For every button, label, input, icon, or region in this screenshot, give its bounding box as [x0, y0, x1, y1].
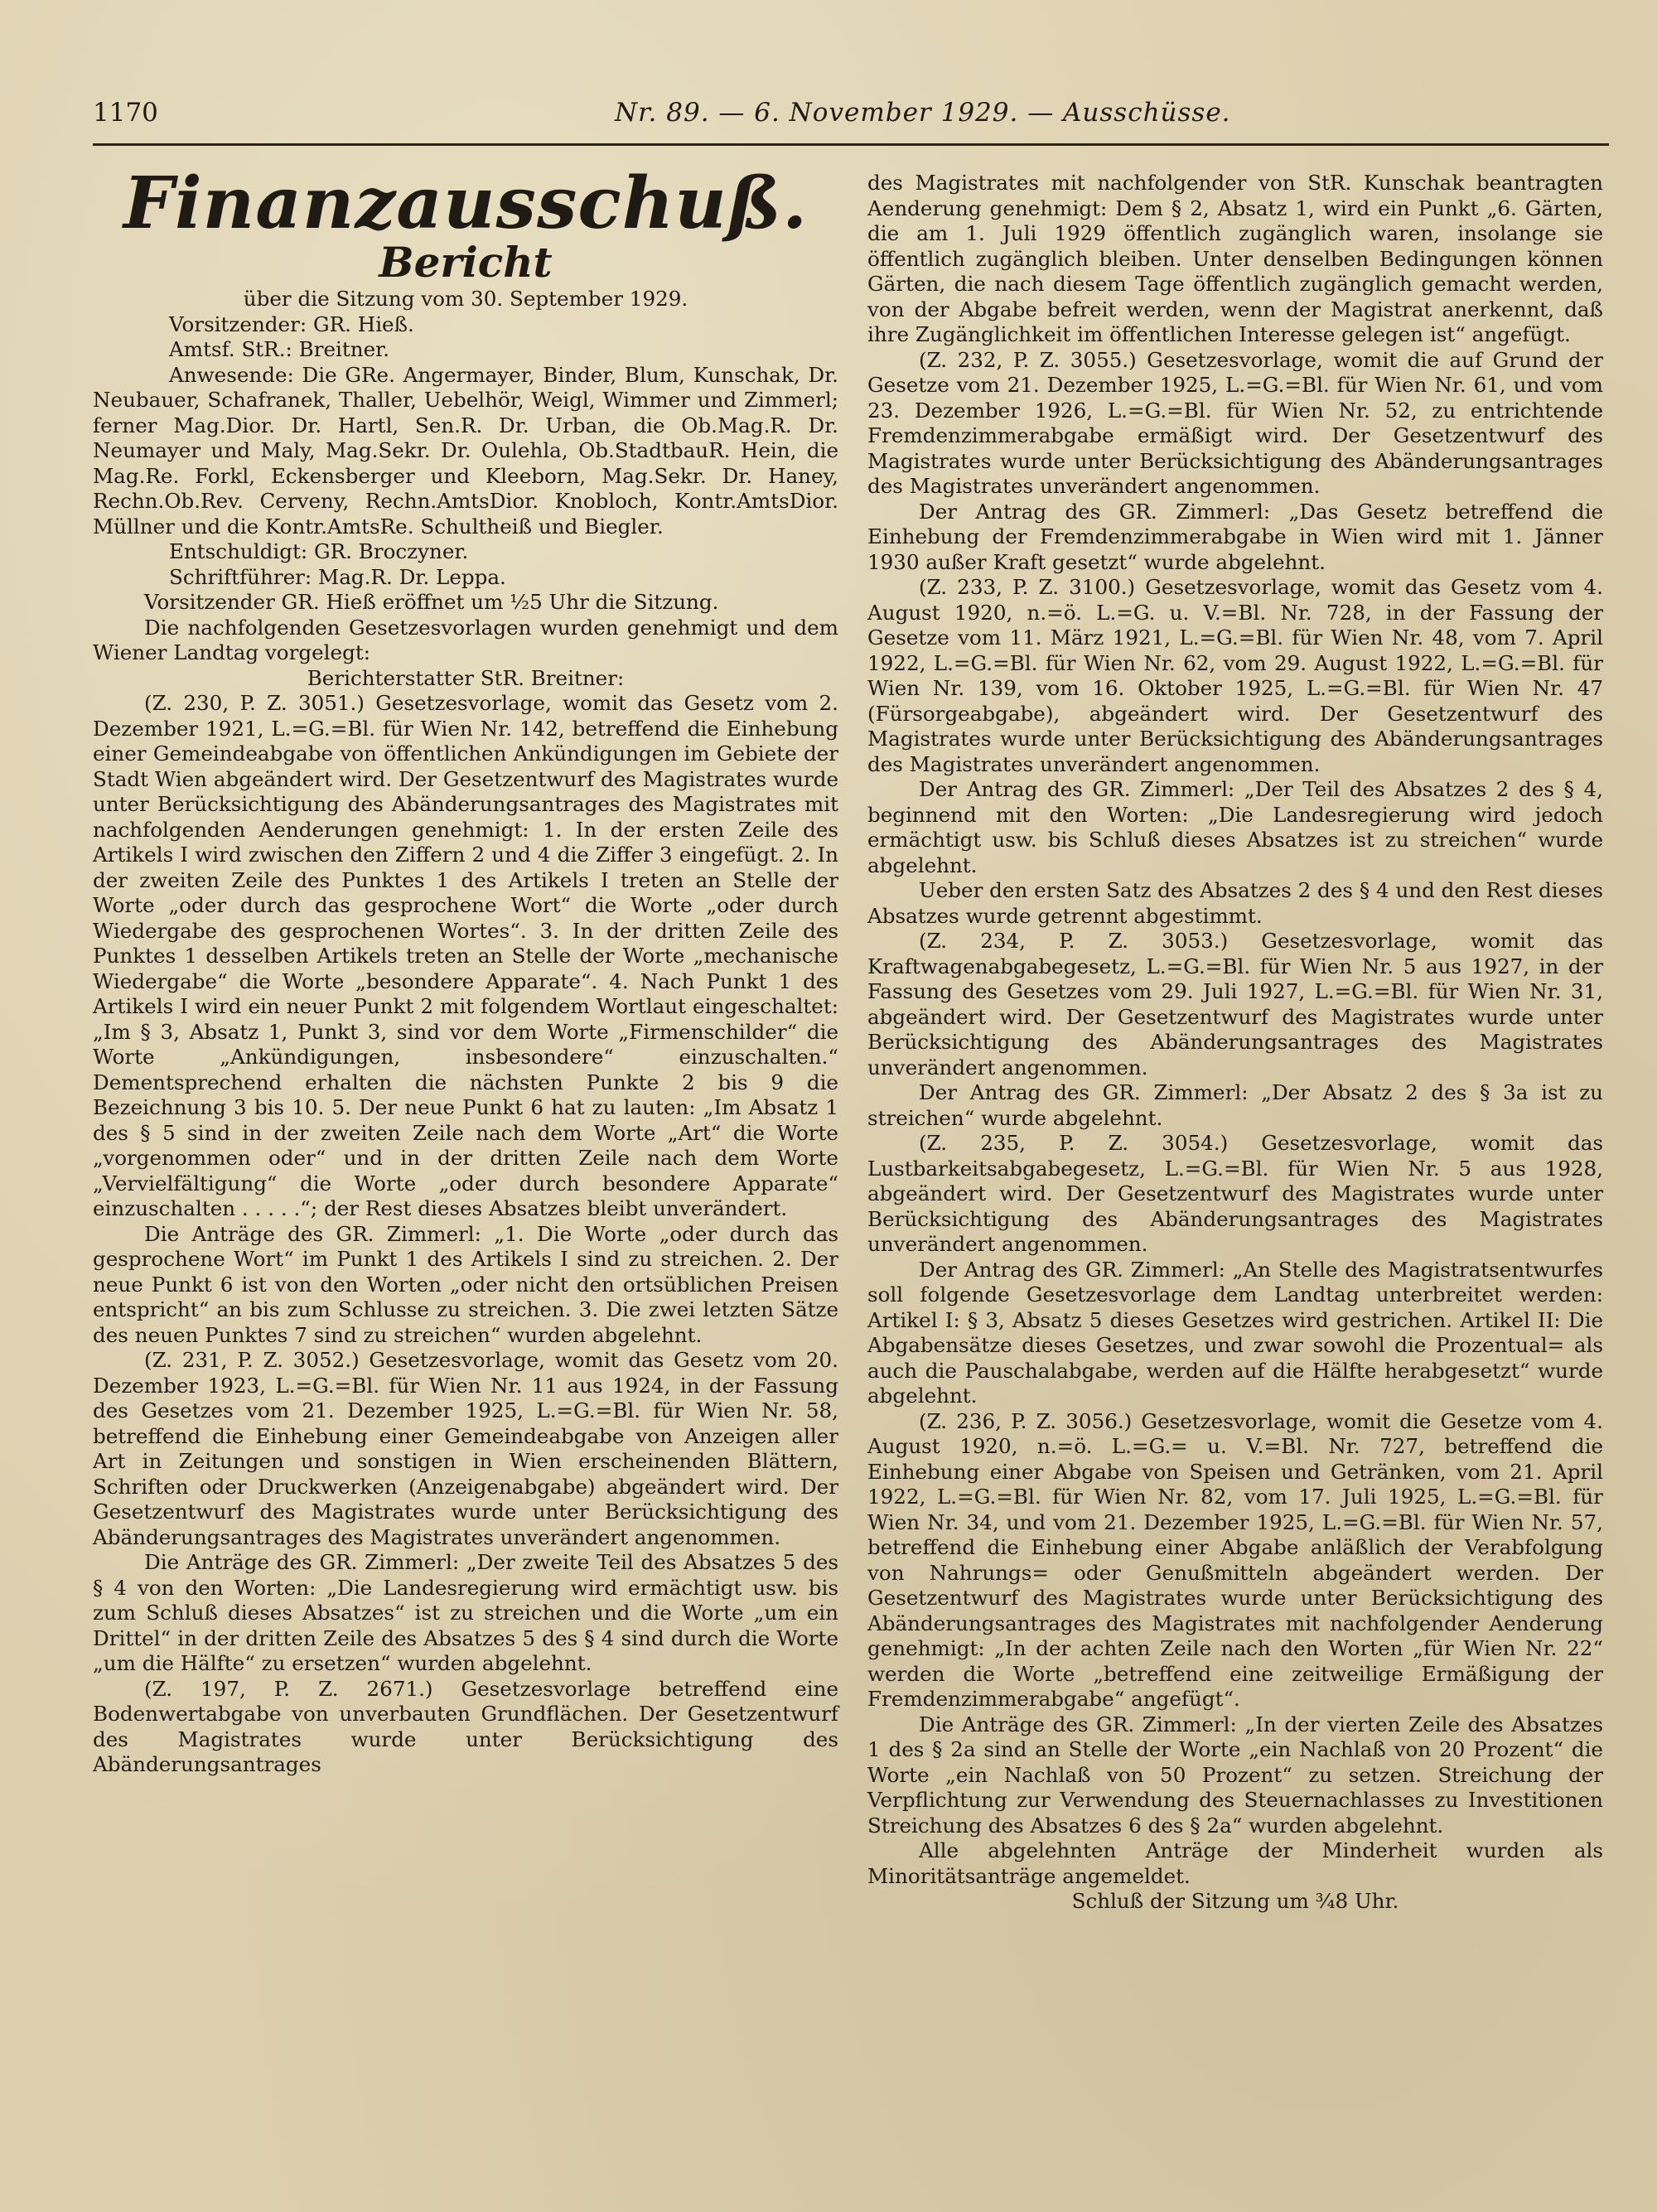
article-subtitle: Bericht	[379, 238, 553, 287]
excused-line: Entschuldigt: GR. Broczyner.	[169, 539, 469, 563]
minority-note: Alle abgelehnten Anträge der Minderheit wurden als Minoritätsanträge angemeldet.	[867, 1838, 1603, 1888]
page-header	[93, 93, 1607, 142]
item-197-continued: des Magistrates mit nachfolgender von StR. Kunschak beantragten Aenderung genehmigt: Dem § 2, Absatz 1, wird ein Punkt „6. Gärten, die am 1. Juli 1929 öffentlich zugänglich waren, insolange sie öffentlich zugänglich bleiben. Unter denselben Bedingungen können Gärten, die nach diesem Tage öffentlich zugänglich gemacht werden, von der Abgabe befreit werden, wenn der Magistrat anerkennt, daß ihre Zugänglichkeit im öffentlichen Interesse gelegen ist“ angefügt.	[867, 171, 1603, 346]
article-title: Finanzausschuß.	[123, 162, 809, 245]
closing-line: Schluß der Sitzung um ¾8 Uhr.	[1071, 1889, 1399, 1913]
item-231-motions: Die Anträge des GR. Zimmerl: „Der zweite Teil des Absatzes 5 des § 4 von den Worten: „Die Landesregierung wird ermächtigt usw. bis zum Schluß dieses Absatzes“ ist zu streichen und die Worte „um ein Drittel“ in der dritten Zeile des Absatzes 5 des § 4 sind durch die Worte „um die Hälfte“ zu ersetzen“ wurden abgelehnt.	[93, 1550, 838, 1675]
item-236-motions: Die Anträge des GR. Zimmerl: „In der vierten Zeile des Absatzes 1 des § 2a sind an Stelle der Worte „ein Nachlaß von 20 Prozent“ die Worte „ein Nachlaß von 50 Prozent“ zu setzen. Streichung der Verpflichtung zur Verwendung des Steuernachlasses zu Investitionen Streichung des Absatzes 6 des § 2a“ wurden abgelehnt.	[867, 1712, 1603, 1838]
opening-paragraph: Vorsitzender GR. Hieß eröffnet um ½5 Uhr die Sitzung.	[144, 590, 719, 614]
item-233-vote: Ueber den ersten Satz des Absatzes 2 des § 4 und den Rest dieses Absatzes wurde getrennt abgestimmt.	[867, 878, 1603, 928]
reporter-line: Berichterstatter StR. Breitner:	[307, 665, 625, 690]
item-233-paragraph: (Z. 233, P. Z. 3100.) Gesetzesvorlage, womit das Gesetz vom 4. August 1920, n.=ö. L.=G. u. V.=Bl. Nr. 728, in der Fassung der Gesetze vom 11. März 1921, L.=G.=Bl. für Wien Nr. 48, vom 7. April 1922, L.=G.=Bl. für Wien Nr. 62, vom 29. August 1922, L.=G.=Bl. für Wien Nr. 139, vom 16. Oktober 1925, L.=G.=Bl. für Wien Nr. 47 (Fürsorgeabgabe), abgeändert wird. Der Gesetzentwurf des Magistrates wurde unter Berücksichtigung des Abänderungsantrages des Magistrates unverändert angenommen.	[867, 575, 1603, 776]
item-235-motion: Der Antrag des GR. Zimmerl: „An Stelle des Magistratsentwurfes soll folgende Gesetzesvorlage dem Landtag unterbreitet werden: Artikel I: § 3, Absatz 5 dieses Gesetzes wird gestrichen. Artikel II: Die Abgabensätze dieses Gesetzes, und zwar sowohl die Prozentual= als auch die Pauschalabgabe, werden auf die Hälfte herabgesetzt“ wurde abgelehnt.	[867, 1257, 1603, 1408]
secretary-line: Schriftführer: Mag.R. Dr. Leppa.	[169, 564, 506, 589]
item-236-paragraph: (Z. 236, P. Z. 3056.) Gesetzesvorlage, womit die Gesetze vom 4. August 1920, n.=ö. L.=G.= u. V.=Bl. Nr. 727, betreffend die Einhebung einer Abgabe von Speisen und Getränken, vom 21. April 1922, L.=G.=Bl. für Wien Nr. 82, vom 17. Juli 1925, L.=G.=Bl. für Wien Nr. 34, und vom 21. Dezember 1925, L.=G.=Bl. für Wien Nr. 57, betreffend die Einhebung einer Abgabe anläßlich der Verabfolgung von Nahrungs= oder Genußmitteln abgeändert werden. Der Gesetzentwurf des Magistrates wurde unter Berücksichtigung des Abänderungsantrages des Magistrates mit nachfolgender Aenderung genehmigt: „In der achten Zeile nach den Worten „für Wien Nr. 22“ werden die Worte „betreffend eine zeitweilige Ermäßigung der Fremdenzimmerabgabe“ angefügt“.	[867, 1408, 1603, 1711]
right-column	[867, 171, 1603, 1915]
item-232-motion: Der Antrag des GR. Zimmerl: „Das Gesetz betreffend die Einhebung der Fremdenzimmerabgabe in Wien wird mit 1. Jänner 1930 außer Kraft gesetzt“ wurde abgelehnt.	[867, 499, 1603, 574]
running-head: Nr. 89. — 6. November 1929. — Ausschüsse.	[615, 98, 1231, 128]
left-column	[93, 159, 838, 1778]
item-233-motion: Der Antrag des GR. Zimmerl: „Der Teil des Absatzes 2 des § 4, beginnend mit den Worten: „Die Landesregierung wird jedoch ermächtigt usw. bis Schluß dieses Absatzes ist zu streichen“ wurde abgelehnt.	[867, 777, 1603, 877]
chair-line: Vorsitzender: GR. Hieß.	[169, 312, 414, 336]
official-line: Amtsf. StR.: Breitner.	[169, 337, 390, 361]
item-234-motion: Der Antrag des GR. Zimmerl: „Der Absatz 2 des § 3a ist zu streichen“ wurde abgelehnt.	[867, 1080, 1603, 1130]
header-rule	[93, 143, 1609, 146]
date-line: über die Sitzung vom 30. September 1929.	[243, 287, 688, 311]
item-197-paragraph: (Z. 197, P. Z. 2671.) Gesetzesvorlage betreffend eine Bodenwertabgabe von unverbauten Grundflächen. Der Gesetzentwurf des Magistrates wurde unter Berücksichtigung des Abänderungsantrages	[93, 1676, 838, 1776]
item-234-paragraph: (Z. 234, P. Z. 3053.) Gesetzesvorlage, womit das Kraftwagenabgabegesetz, L.=G.=Bl. für Wien Nr. 5 aus 1927, in der Fassung des Gesetzes vom 29. Juli 1927, L.=G.=Bl. für Wien Nr. 31, abgeändert wird. Der Gesetzentwurf des Magistrates wurde unter Berücksichtigung des Abänderungsantrages des Magistrates unverändert angenommen.	[867, 929, 1603, 1079]
item-235-paragraph: (Z. 235, P. Z. 3054.) Gesetzesvorlage, womit das Lustbarkeitsabgabegesetz, L.=G.=Bl. für Wien Nr. 5 aus 1928, abgeändert wird. Der Gesetzentwurf des Magistrates wurde unter Berücksichtigung des Abänderungsantrages des Magistrates unverändert angenommen.	[867, 1131, 1603, 1256]
item-230-paragraph: (Z. 230, P. Z. 3051.) Gesetzesvorlage, womit das Gesetz vom 2. Dezember 1921, L.=G.=Bl. für Wien Nr. 142, betreffend die Einhebung einer Gemeindeabgabe von öffentlichen Ankündigungen im Gebiete der Stadt Wien abgeändert wird. Der Gesetzentwurf des Magistrates wurde unter Berücksichtigung des Abänderungsantrages des Magistrates mit nachfolgenden Aenderungen genehmigt: 1. In der ersten Zeile des Artikels I wird zwischen den Ziffern 2 und 4 die Ziffer 3 eingefügt. 2. In der zweiten Zeile des Punktes 1 des Artikels I treten an Stelle der Worte „oder durch das gesprochene Wort“ die Worte „oder durch Wiedergabe des gesprochenen Wortes“. 3. In der dritten Zeile des Punktes 1 desselben Artikels treten an Stelle der Worte „mechanische Wiedergabe“ die Worte „besondere Apparate“. 4. Nach Punkt 1 des Artikels I wird ein neuer Punkt 2 mit folgendem Wortlaut eingeschaltet: „Im § 3, Absatz 1, Punkt 3, sind vor dem Worte „Firmenschilder“ die Worte „Ankündigungen, insbesondere“ einzuschalten.“ Dementsprechend erhalten die nächsten Punkte 2 bis 9 die Bezeichnung 3 bis 10. 5. Der neue Punkt 6 hat zu lauten: „Im Absatz 1 des § 5 sind in der zweiten Zeile nach dem Worte „Art“ die Worte „vorgenommen oder“ und in der dritten Zeile nach dem Worte „Vervielfältigung“ die Worte „oder durch besondere Apparate“ einzuschalten . . . . .“; der Rest dieses Absatzes bleibt unverändert.	[93, 691, 838, 1220]
item-232-paragraph: (Z. 232, P. Z. 3055.) Gesetzesvorlage, womit die auf Grund der Gesetze vom 21. Dezember 1925, L.=G.=Bl. für Wien Nr. 61, und vom 23. Dezember 1926, L.=G.=Bl. für Wien Nr. 52, zu entrichtende Fremdenzimmerabgabe ermäßigt wird. Der Gesetzentwurf des Magistrates wurde unter Berücksichtigung des Abänderungsantrages des Magistrates unverändert angenommen.	[867, 347, 1603, 498]
page-number: 1170	[93, 98, 158, 128]
intro-paragraph: Die nachfolgenden Gesetzesvorlagen wurden genehmigt und dem Wiener Landtag vorgelegt:	[93, 615, 838, 664]
attendees-paragraph: Anwesende: Die GRe. Angermayer, Binder, Blum, Kunschak, Dr. Neubauer, Schafranek, Thaller, Uebelhör, Weigl, Wimmer und Zimmerl; ferner Mag.Dior. Dr. Hartl, Sen.R. Dr. Urban, die Ob.Mag.R. Dr. Neumayer und Maly, Mag.Sekr. Dr. Oulehla, Ob.StadtbauR. Hein, die Mag.Re. Forkl, Eckensberger und Kleeborn, Mag.Sekr. Dr. Haney, Rechn.Ob.Rev. Cerveny, Rechn.AmtsDior. Knobloch, Kontr.AmtsDior. Müllner und die Kontr.AmtsRe. Schultheiß und Biegler.	[93, 362, 838, 539]
item-231-paragraph: (Z. 231, P. Z. 3052.) Gesetzesvorlage, womit das Gesetz vom 20. Dezember 1923, L.=G.=Bl. für Wien Nr. 11 aus 1924, in der Fassung des Gesetzes vom 21. Dezember 1925, L.=G.=Bl. für Wien Nr. 58, betreffend die Einhebung einer Gemeindeabgabe von Anzeigen aller Art in Zeitungen und sonstigen in Wien erscheinenden Blättern, Schriften oder Druckwerken (Anzeigenabgabe) abgeändert wird. Der Gesetzentwurf des Magistrates wurde unter Berücksichtigung des Abänderungsantrages des Magistrates unverändert angenommen.	[93, 1348, 838, 1549]
item-230-motions: Die Anträge des GR. Zimmerl: „1. Die Worte „oder durch das gesprochene Wort“ im Punkt 1 des Artikels I sind zu streichen. 2. Der neue Punkt 6 ist von den Worten „oder nicht den ortsüblichen Preisen entspricht“ an bis zum Schlusse zu streichen. 3. Die zwei letzten Sätze des neuen Punktes 7 sind zu streichen“ wurden abgelehnt.	[93, 1221, 838, 1347]
